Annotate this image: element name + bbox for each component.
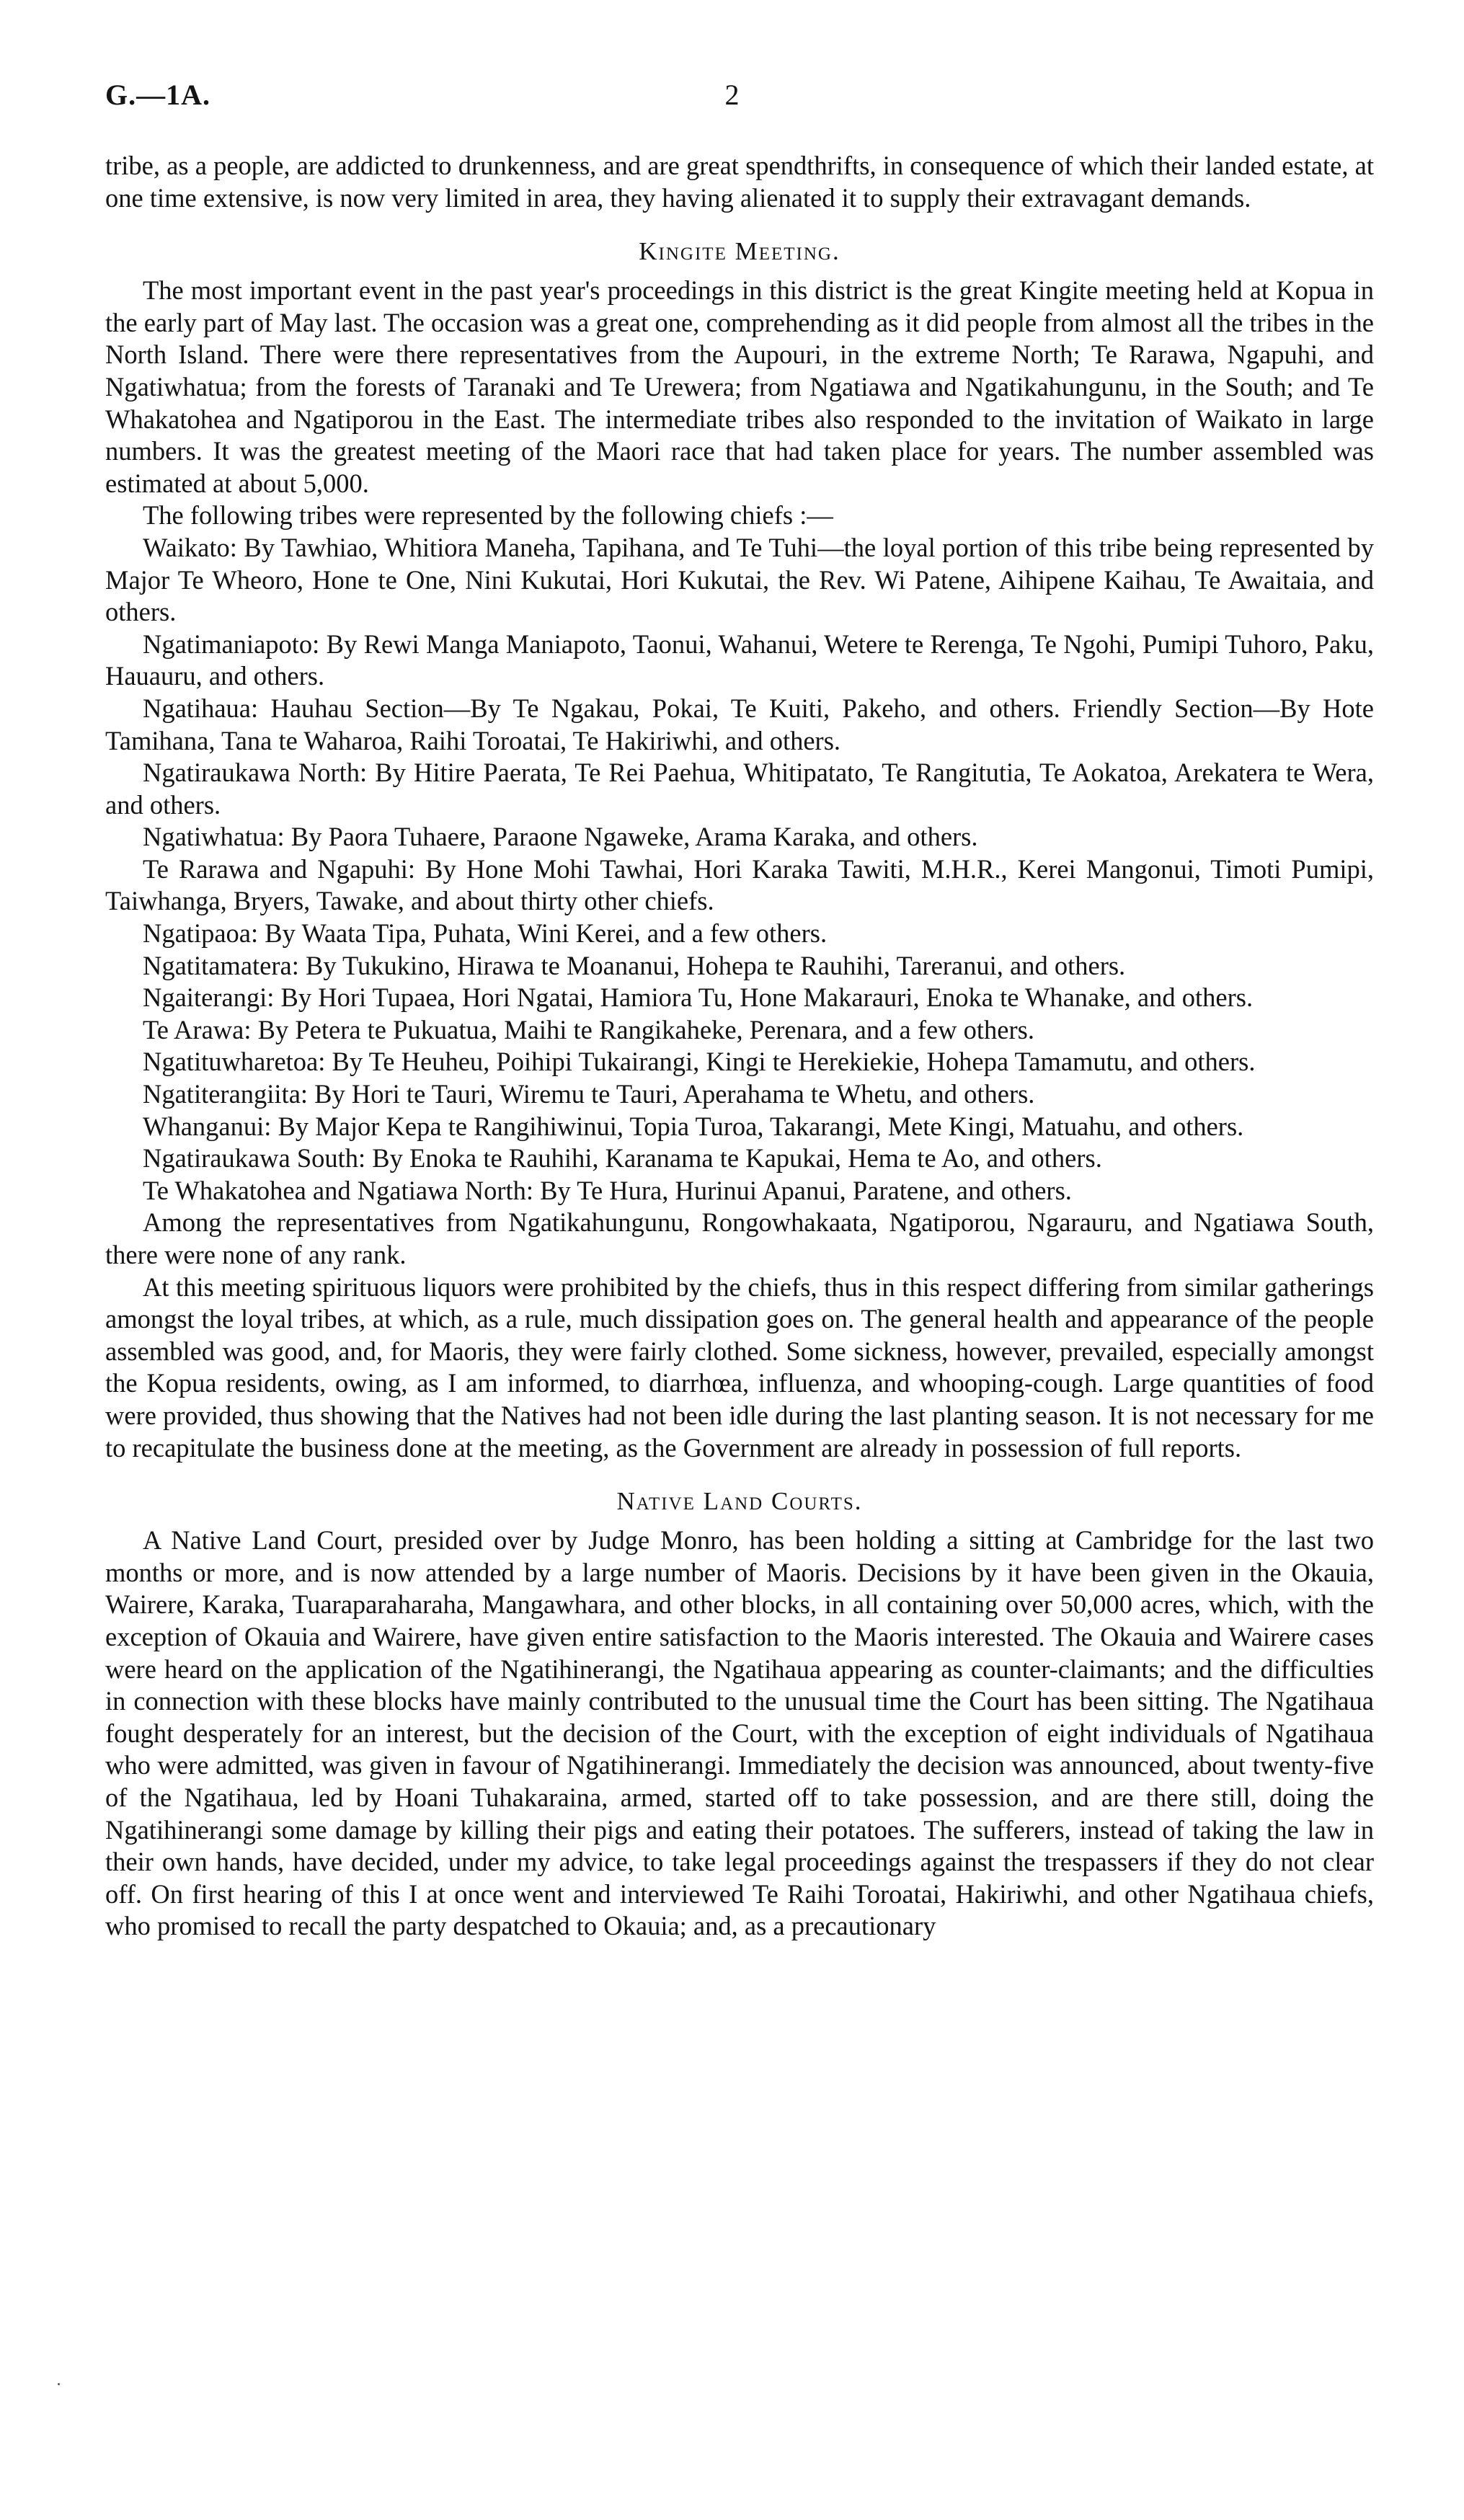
tribe-entry: Ngaiterangi: By Hori Tupaea, Hori Ngatai, Hamiora Tu, Hone Makarauri, Enoka te Whanake, and others. xyxy=(143,982,1254,1013)
document-body xyxy=(105,150,1374,1943)
tribe-entry: Whanganui: By Major Kepa te Rangihiwinui, Topia Turoa, Takarangi, Mete Kingi, Matuahu, and others. xyxy=(143,1111,1244,1141)
tribe-entry: Te Arawa: By Petera te Pukuatua, Maihi te Rangikaheke, Perenara, and a few others. xyxy=(143,1014,1034,1044)
tribes-intro-line: The following tribes were represented by the following chiefs :— xyxy=(143,500,833,531)
tribe-entry: Te Whakatohea and Ngatiawa North: By Te Hura, Hurinui Apanui, Paratene, and others. xyxy=(143,1175,1072,1205)
document-reference: G.—1A. xyxy=(105,79,210,111)
opening-paragraph: tribe, as a people, are addicted to drunkenness, and are great spendthrifts, in consequence of which their landed estate, at one time extensive, is now very limited in area, they having alienated it to supply their extravagant demands. xyxy=(105,151,1374,213)
tribe-entry: Ngatiraukawa South: By Enoka te Rauhihi, Karanama te Kapukai, Hema te Ao, and others. xyxy=(143,1143,1102,1174)
section-heading-kingite-meeting: Kingite Meeting. xyxy=(639,237,840,266)
no-rank-paragraph: Among the representatives from Ngatikahungunu, Rongowhakaata, Ngatiporou, Ngarauru, and Ngatiawa South, there were none of any rank. xyxy=(105,1207,1374,1269)
liquors-paragraph: At this meeting spirituous liquors were prohibited by the chiefs, thus in this respect differing from similar gatherings amongst the loyal tribes, at which, as a rule, much dissipation goes on. The general health and appearance of the people assembled was good, and, for Maoris, they were fairly clothed. Some sickness, however, prevailed, especially amongst the Kopua residents, owing, as I am informed, to diarrhœa, influenza, and whooping-cough. Large quantities of food were provided, thus showing that the Natives had not been idle during the last planting season. It is not necessary for me to recapitulate the business done at the meeting, as the Government are already in possession of full reports. xyxy=(105,1272,1374,1463)
tribe-entry: Ngatituwharetoa: By Te Heuheu, Poihipi Tukairangi, Kingi te Herekiekie, Hohepa Tamamutu, and others. xyxy=(143,1047,1256,1077)
tribe-entry: Ngatimaniapoto: By Rewi Manga Maniapoto, Taonui, Wahanui, Wetere te Rerenga, Te Ngohi, Pumipi Tuhoro, Paku, Hauauru, and others. xyxy=(105,629,1374,691)
margin-mark xyxy=(58,2383,60,2385)
tribe-entry: Ngatitamatera: By Tukukino, Hirawa te Moananui, Hohepa te Rauhihi, Tareranui, and others. xyxy=(143,950,1126,980)
tribe-entry: Te Rarawa and Ngapuhi: By Hone Mohi Tawhai, Hori Karaka Tawiti, M.H.R., Kerei Mangonui, Timoti Pumipi, Taiwhanga, Bryers, Tawake, and about thirty other chiefs. xyxy=(105,853,1374,916)
tribe-entry: Ngatipaoa: By Waata Tipa, Puhata, Wini Kerei, and a few others. xyxy=(143,918,828,949)
section-heading-native-land-courts: Native Land Courts. xyxy=(616,1487,863,1516)
kingite-intro-paragraph: The most important event in the past year's proceedings in this district is the great Kingite meeting held at Kopua in the early part of May last. The occasion was a great one, comprehending as it did people from almost all the tribes in the North Island. There were there representatives from the Aupouri, in the extreme North; Te Rarawa, Ngapuhi, and Ngatiwhatua; from the forests of Taranaki and Te Urewera; from Ngatiawa and Ngatikahungunu, in the South; and Te Whakatohea and Ngatiporou in the East. The intermediate tribes also responded to the invitation of Waikato in large numbers. It was the greatest meeting of the Maori race that had taken place for years. The number assembled was estimated at about 5,000. xyxy=(105,275,1374,498)
tribe-entry: Ngatiraukawa North: By Hitire Paerata, Te Rei Paehua, Whitipatato, Te Rangitutia, Te Aokatoa, Arekatera te Wera, and others. xyxy=(105,758,1374,820)
page-header xyxy=(105,78,1359,121)
tribe-entry: Waikato: By Tawhiao, Whitiora Maneha, Tapihana, and Te Tuhi—the loyal portion of this tribe being represented by Major Te Wheoro, Hone te One, Nini Kukutai, Hori Kukutai, the Rev. Wi Patene, Aihipene Kaihau, Te Awaitaia, and others. xyxy=(105,532,1374,627)
page-number: 2 xyxy=(724,79,740,111)
tribe-entry: Ngatiterangiita: By Hori te Tauri, Wiremu te Tauri, Aperahama te Whetu, and others. xyxy=(143,1079,1035,1109)
land-courts-paragraph: A Native Land Court, presided over by Judge Monro, has been holding a sitting at Cambridge for the last two months or more, and is now attended by a large number of Maoris. Decisions by it have been given in the Okauia, Wairere, Karaka, Tuaraparaharaha, Mangawhara, and other blocks, in all containing over 50,000 acres, which, with the exception of Okauia and Wairere, have given entire satisfaction to the Maoris interested. The Okauia and Wairere cases were heard on the application of the Ngatihinerangi, the Ngatihaua appearing as counter-claimants; and the difficulties in connection with these blocks have mainly contributed to the unusual time the Court has been sitting. The Ngatihaua fought desperately for an interest, but the decision of the Court, with the exception of eight individuals of Ngatihaua who were admitted, was given in favour of Ngatihinerangi. Immediately the decision was announced, about twenty-five of the Ngatihaua, led by Hoani Tuhakaraina, armed, started off to take possession, and are there still, doing the Ngatihinerangi some damage by killing their pigs and eating their potatoes. The sufferers, instead of taking the law in their own hands, have decided, under my advice, to take legal proceedings against the trespassers if they do not clear off. On first hearing of this I at once went and interviewed Te Raihi Toroatai, Hakiriwhi, and other Ngatihaua chiefs, who promised to recall the party despatched to Okauia; and, as a precautionary xyxy=(105,1525,1374,1941)
tribe-entry: Ngatiwhatua: By Paora Tuhaere, Paraone Ngaweke, Arama Karaka, and others. xyxy=(143,822,978,852)
tribe-entry: Ngatihaua: Hauhau Section—By Te Ngakau, Pokai, Te Kuiti, Pakeho, and others. Friendly Section—By Hote Tamihana, Tana te Waharoa, Raihi Toroatai, Te Hakiriwhi, and others. xyxy=(105,693,1374,755)
